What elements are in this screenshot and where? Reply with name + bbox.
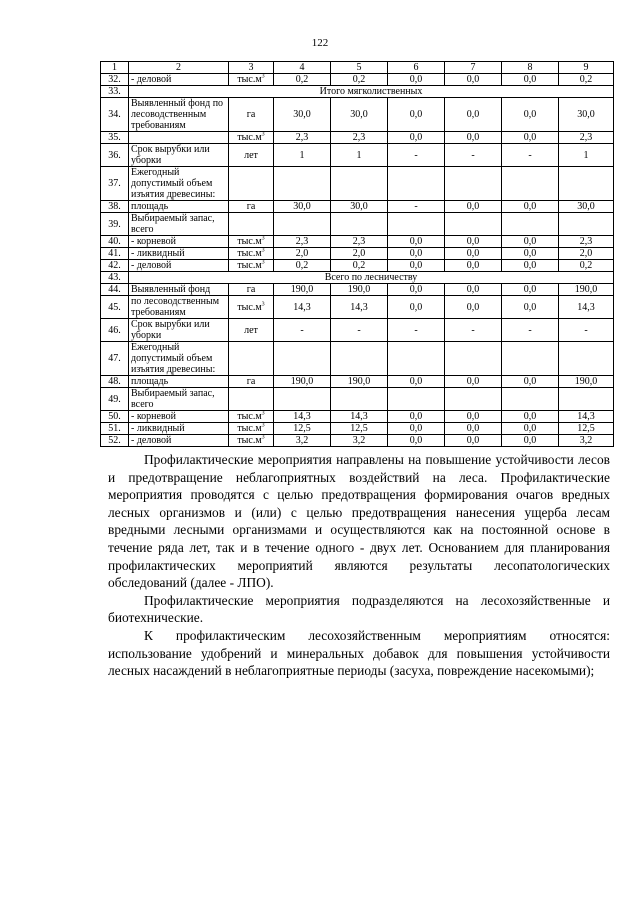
value-cell: 0,0 xyxy=(388,132,445,144)
row-label xyxy=(129,411,229,423)
value-cell: 3,2 xyxy=(559,435,614,447)
row-label-text: - корневой xyxy=(131,411,176,422)
value-cell: 0,0 xyxy=(502,376,559,388)
row-label-text: - ликвидный xyxy=(131,248,185,259)
value-cell: 0,0 xyxy=(502,411,559,423)
value-cell: - xyxy=(445,319,502,342)
row-label xyxy=(129,201,229,213)
value-cell: - xyxy=(388,201,445,213)
value-cell: - xyxy=(502,144,559,167)
unit-text: га xyxy=(246,284,256,295)
value-cell: 1 xyxy=(331,144,388,167)
value-cell xyxy=(331,342,388,376)
value-cell: 0,0 xyxy=(445,423,502,435)
unit-exponent: 3 xyxy=(261,247,265,254)
value-cell: 0,0 xyxy=(445,376,502,388)
value-cell: 2,3 xyxy=(331,132,388,144)
row-label-text: Срок вырубки или уборки xyxy=(131,144,210,166)
value-cell: 2,3 xyxy=(274,132,331,144)
row-label-text: Срок вырубки или уборки xyxy=(131,319,210,341)
value-cell: - xyxy=(388,319,445,342)
value-cell: 0,0 xyxy=(445,296,502,319)
table-row xyxy=(101,342,614,376)
row-label-text: - корневой xyxy=(131,236,176,247)
row-number: 33. xyxy=(101,86,129,98)
row-number: 50. xyxy=(101,411,129,423)
value-cell: 0,0 xyxy=(502,423,559,435)
unit-exponent: 3 xyxy=(261,73,265,80)
value-cell xyxy=(502,167,559,201)
unit-cell xyxy=(229,236,274,248)
value-cell: 0,0 xyxy=(502,284,559,296)
value-cell: 30,0 xyxy=(331,201,388,213)
value-cell: 1 xyxy=(559,144,614,167)
table-body xyxy=(101,74,614,447)
value-cell: 0,0 xyxy=(388,248,445,260)
value-cell: 2,3 xyxy=(331,236,388,248)
body-text xyxy=(108,451,610,680)
table-row xyxy=(101,248,614,260)
value-cell: 14,3 xyxy=(331,411,388,423)
column-header: 5 xyxy=(331,62,388,74)
value-cell xyxy=(502,388,559,411)
value-cell xyxy=(274,213,331,236)
value-cell: 0,0 xyxy=(445,260,502,272)
row-label xyxy=(129,213,229,236)
row-number: 39. xyxy=(101,213,129,236)
value-cell: 2,3 xyxy=(559,132,614,144)
row-number: 35. xyxy=(101,132,129,144)
unit-text: тыс.м xyxy=(237,236,262,247)
unit-cell xyxy=(229,435,274,447)
unit-cell xyxy=(229,201,274,213)
value-cell: 0,0 xyxy=(388,296,445,319)
value-cell xyxy=(388,342,445,376)
value-cell: 30,0 xyxy=(559,98,614,132)
table-row xyxy=(101,260,614,272)
table-row xyxy=(101,213,614,236)
value-cell: 0,0 xyxy=(388,260,445,272)
value-cell: 0,0 xyxy=(445,248,502,260)
value-cell: 0,0 xyxy=(502,296,559,319)
value-cell: 30,0 xyxy=(331,98,388,132)
unit-text: тыс.м xyxy=(237,248,262,259)
table-row xyxy=(101,144,614,167)
section-heading: Итого мягколиственных xyxy=(129,86,614,98)
value-cell: 0,0 xyxy=(502,236,559,248)
row-number: 42. xyxy=(101,260,129,272)
unit-cell xyxy=(229,284,274,296)
unit-cell xyxy=(229,342,274,376)
value-cell xyxy=(388,167,445,201)
row-label-text: площадь xyxy=(131,201,169,212)
row-label xyxy=(129,98,229,132)
value-cell: 3,2 xyxy=(274,435,331,447)
value-cell: 14,3 xyxy=(331,296,388,319)
row-label xyxy=(129,296,229,319)
value-cell: 0,0 xyxy=(502,260,559,272)
value-cell xyxy=(388,213,445,236)
value-cell xyxy=(502,213,559,236)
row-label xyxy=(129,74,229,86)
row-label-text: Выявленный фонд xyxy=(131,284,211,295)
row-number: 41. xyxy=(101,248,129,260)
value-cell xyxy=(274,342,331,376)
unit-exponent: 3 xyxy=(261,434,265,441)
unit-exponent: 3 xyxy=(261,410,265,417)
column-header: 4 xyxy=(274,62,331,74)
row-label-text: площадь xyxy=(131,376,169,387)
row-number: 45. xyxy=(101,296,129,319)
value-cell: 190,0 xyxy=(559,284,614,296)
row-number: 34. xyxy=(101,98,129,132)
value-cell: 0,0 xyxy=(388,411,445,423)
unit-cell xyxy=(229,376,274,388)
row-label-text: - ликвидный xyxy=(131,423,185,434)
row-label-text: - деловой xyxy=(131,435,172,446)
value-cell: 0,0 xyxy=(445,236,502,248)
row-number: 46. xyxy=(101,319,129,342)
row-number: 47. xyxy=(101,342,129,376)
row-number: 51. xyxy=(101,423,129,435)
value-cell: 2,0 xyxy=(331,248,388,260)
value-cell: - xyxy=(559,319,614,342)
value-cell xyxy=(445,213,502,236)
unit-cell xyxy=(229,388,274,411)
value-cell: 190,0 xyxy=(274,284,331,296)
paragraph: Профилактические мероприятия подразделяются на лесохозяйственные и биотехнические. xyxy=(108,592,610,626)
column-header: 6 xyxy=(388,62,445,74)
value-cell: 0,0 xyxy=(502,435,559,447)
value-cell: 0,0 xyxy=(388,236,445,248)
value-cell: 190,0 xyxy=(274,376,331,388)
unit-cell xyxy=(229,132,274,144)
column-header: 9 xyxy=(559,62,614,74)
value-cell: 14,3 xyxy=(274,296,331,319)
row-label xyxy=(129,388,229,411)
value-cell: 190,0 xyxy=(331,284,388,296)
row-label-text: Выбираемый запас, всего xyxy=(131,388,215,410)
row-number: 43. xyxy=(101,272,129,284)
value-cell xyxy=(559,213,614,236)
value-cell: 0,0 xyxy=(388,435,445,447)
value-cell xyxy=(388,388,445,411)
row-label-text: по лесоводственным требованиям xyxy=(131,296,220,318)
row-number: 52. xyxy=(101,435,129,447)
forest-fund-table xyxy=(100,61,614,447)
column-header: 2 xyxy=(129,62,229,74)
value-cell: 0,0 xyxy=(445,98,502,132)
value-cell: 0,2 xyxy=(274,74,331,86)
row-label xyxy=(129,248,229,260)
table-row xyxy=(101,435,614,447)
value-cell: 1 xyxy=(274,144,331,167)
value-cell xyxy=(274,167,331,201)
value-cell: 12,5 xyxy=(559,423,614,435)
table-row xyxy=(101,86,614,98)
unit-exponent: 3 xyxy=(261,259,265,266)
row-label-text: - деловой xyxy=(131,74,172,85)
value-cell: 2,0 xyxy=(559,248,614,260)
row-label xyxy=(129,435,229,447)
value-cell: 0,2 xyxy=(559,260,614,272)
unit-text: лет xyxy=(244,324,258,336)
table-row xyxy=(101,201,614,213)
value-cell xyxy=(559,167,614,201)
column-header: 3 xyxy=(229,62,274,74)
unit-cell xyxy=(229,248,274,260)
unit-text: тыс.м xyxy=(237,74,262,85)
unit-cell xyxy=(229,411,274,423)
table-row xyxy=(101,388,614,411)
row-label xyxy=(129,167,229,201)
table-row xyxy=(101,376,614,388)
value-cell: 0,0 xyxy=(502,74,559,86)
unit-cell xyxy=(229,167,274,201)
value-cell: 0,0 xyxy=(445,132,502,144)
value-cell: 0,0 xyxy=(502,248,559,260)
unit-exponent: 3 xyxy=(261,235,265,242)
value-cell: 14,3 xyxy=(274,411,331,423)
row-label-text: - деловой xyxy=(131,260,172,271)
paragraph: Профилактические мероприятия направлены на повышение устойчивости лесов и предотвращение неблагоприятных воздействий на леса. Профилактические мероприятия проводятся с целью предотвращения формирования очагов вредных лесных организмов и (или) с целью предотвращения нанесения ущерба лесам вредными лесными организмами и осуществляются как на постоянной основе в течение ряда лет, так и в течение одного - двух лет. Основанием для планирования профилактических мероприятий являются результаты лесопатологических обследований (далее - ЛПО). xyxy=(108,452,610,591)
unit-text: тыс.м xyxy=(237,301,262,313)
value-cell xyxy=(331,213,388,236)
table-row xyxy=(101,319,614,342)
unit-text: га xyxy=(246,201,256,212)
unit-text: га xyxy=(246,376,256,387)
unit-cell xyxy=(229,260,274,272)
unit-exponent: 3 xyxy=(261,422,265,429)
page-number: 122 xyxy=(311,37,329,49)
value-cell xyxy=(331,388,388,411)
table-row xyxy=(101,132,614,144)
table-row xyxy=(101,296,614,319)
value-cell: 0,0 xyxy=(388,98,445,132)
unit-text: лет xyxy=(244,149,258,161)
column-header: 7 xyxy=(445,62,502,74)
value-cell: - xyxy=(331,319,388,342)
unit-text: тыс.м xyxy=(237,435,262,446)
value-cell: 0,0 xyxy=(445,411,502,423)
row-label xyxy=(129,284,229,296)
value-cell: 0,0 xyxy=(502,132,559,144)
row-number: 32. xyxy=(101,74,129,86)
value-cell: - xyxy=(445,144,502,167)
table-row xyxy=(101,98,614,132)
value-cell xyxy=(445,388,502,411)
row-label xyxy=(129,319,229,342)
unit-text: тыс.м xyxy=(237,260,262,271)
unit-cell xyxy=(229,423,274,435)
value-cell: 0,0 xyxy=(502,98,559,132)
table-row xyxy=(101,272,614,284)
value-cell: - xyxy=(502,319,559,342)
value-cell: 190,0 xyxy=(559,376,614,388)
row-number: 36. xyxy=(101,144,129,167)
unit-cell xyxy=(229,213,274,236)
unit-exponent: 3 xyxy=(261,131,265,138)
unit-cell xyxy=(229,74,274,86)
value-cell: 2,3 xyxy=(559,236,614,248)
unit-text: тыс.м xyxy=(237,411,262,422)
row-label xyxy=(129,260,229,272)
row-number: 48. xyxy=(101,376,129,388)
table-row xyxy=(101,411,614,423)
unit-text: га xyxy=(246,109,256,120)
value-cell xyxy=(559,342,614,376)
value-cell: 0,2 xyxy=(331,260,388,272)
value-cell xyxy=(274,388,331,411)
value-cell: 30,0 xyxy=(274,201,331,213)
unit-exponent: 3 xyxy=(261,301,265,308)
value-cell: 0,0 xyxy=(502,201,559,213)
value-cell: 0,0 xyxy=(445,284,502,296)
paragraph: К профилактическим лесохозяйственным мероприятиям относятся: использование удобрений и минеральных добавок для повышения устойчивости лесных насаждений в неблагоприятные периоды (засуха, повреждение насекомыми); xyxy=(108,627,610,679)
row-label xyxy=(129,144,229,167)
row-number: 37. xyxy=(101,167,129,201)
value-cell: 12,5 xyxy=(331,423,388,435)
row-label xyxy=(129,236,229,248)
row-label xyxy=(129,376,229,388)
table-row xyxy=(101,236,614,248)
unit-cell xyxy=(229,319,274,342)
value-cell: - xyxy=(274,319,331,342)
value-cell: 0,0 xyxy=(388,74,445,86)
value-cell xyxy=(502,342,559,376)
value-cell: 190,0 xyxy=(331,376,388,388)
unit-cell xyxy=(229,98,274,132)
value-cell: 0,0 xyxy=(445,74,502,86)
row-label-text: Ежегодный допустимый объем изъятия древесины: xyxy=(131,167,216,200)
row-number: 38. xyxy=(101,201,129,213)
value-cell: 0,2 xyxy=(331,74,388,86)
value-cell: 0,2 xyxy=(274,260,331,272)
row-label xyxy=(129,132,229,144)
value-cell: 3,2 xyxy=(331,435,388,447)
unit-cell xyxy=(229,144,274,167)
value-cell: 30,0 xyxy=(559,201,614,213)
value-cell: 0,0 xyxy=(388,423,445,435)
row-label xyxy=(129,423,229,435)
value-cell: 30,0 xyxy=(274,98,331,132)
column-header: 8 xyxy=(502,62,559,74)
table-header-row xyxy=(101,62,614,74)
value-cell: 0,0 xyxy=(388,284,445,296)
value-cell: 14,3 xyxy=(559,411,614,423)
value-cell: 14,3 xyxy=(559,296,614,319)
row-label-text: Ежегодный допустимый объем изъятия древесины: xyxy=(131,342,216,375)
value-cell xyxy=(445,167,502,201)
row-number: 44. xyxy=(101,284,129,296)
unit-cell xyxy=(229,296,274,319)
table-row xyxy=(101,74,614,86)
value-cell xyxy=(559,388,614,411)
value-cell xyxy=(445,342,502,376)
value-cell xyxy=(331,167,388,201)
table-row xyxy=(101,284,614,296)
row-number: 40. xyxy=(101,236,129,248)
column-header: 1 xyxy=(101,62,129,74)
row-number: 49. xyxy=(101,388,129,411)
row-label-text: Выявленный фонд по лесоводственным требованиям xyxy=(131,98,224,131)
value-cell: 2,3 xyxy=(274,236,331,248)
value-cell: 0,0 xyxy=(388,376,445,388)
value-cell: 2,0 xyxy=(274,248,331,260)
table-row xyxy=(101,167,614,201)
value-cell: 0,0 xyxy=(445,201,502,213)
unit-text: тыс.м xyxy=(237,423,262,434)
value-cell: 0,2 xyxy=(559,74,614,86)
value-cell: - xyxy=(388,144,445,167)
table-row xyxy=(101,423,614,435)
value-cell: 0,0 xyxy=(445,435,502,447)
row-label xyxy=(129,342,229,376)
value-cell: 12,5 xyxy=(274,423,331,435)
section-heading: Всего по лесничеству xyxy=(129,272,614,284)
row-label-text: Выбираемый запас, всего xyxy=(131,213,215,235)
unit-text: тыс.м xyxy=(237,132,262,143)
